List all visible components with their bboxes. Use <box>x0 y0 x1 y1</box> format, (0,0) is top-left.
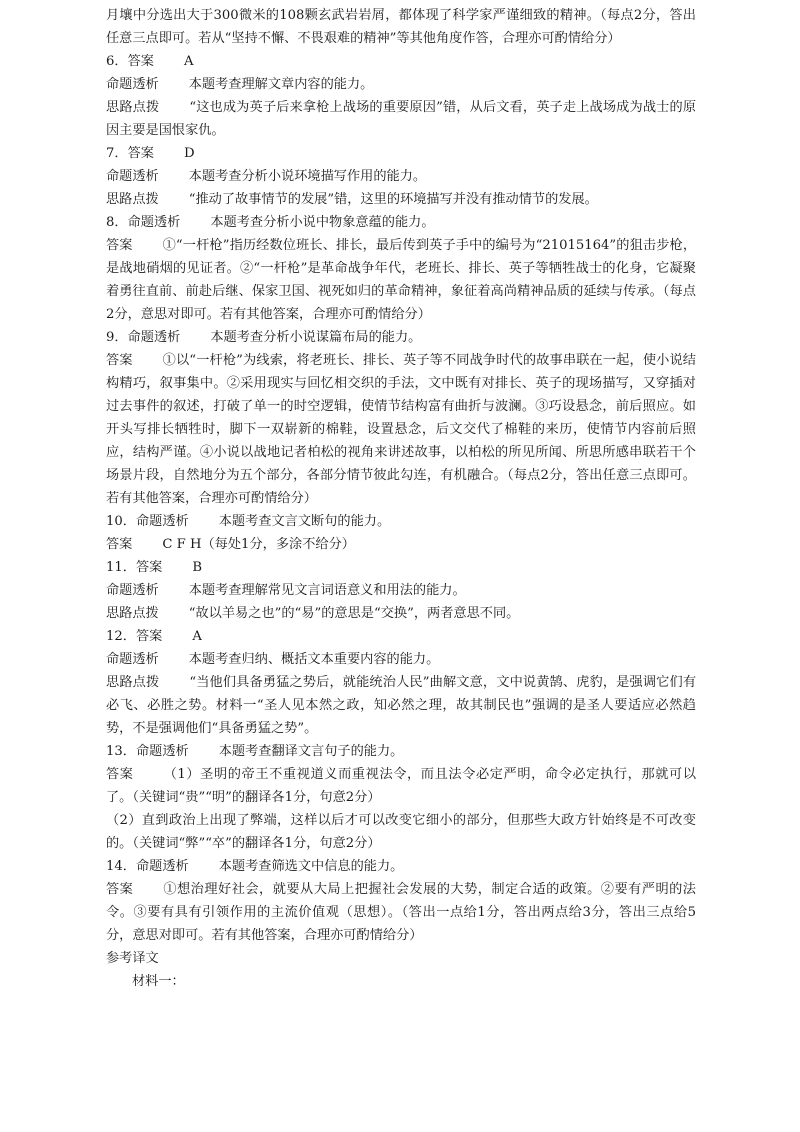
label: 7．答案 <box>106 146 154 161</box>
value: ①“一杆枪”指历经数位班长、排长，最后传到英子手中的编号为“21015164”的狙击步枪，是战地硝烟的见证者。②“一杆枪”是革命战争年代，老班长、排长、英子等牺牲战士的化身，它凝聚着勇往直前、前赴后继、保家卫国、视死如归的革命精神，象征着高尚精神品质的延续与传承。（每点2分，意思对即可。若有其他答案，合理亦可酌情给分） <box>106 238 697 322</box>
value: 本题考查理解常见文言词语意义和用法的能力。 <box>188 583 466 598</box>
q12-analysis <box>106 648 696 671</box>
label: 答案 <box>106 353 133 368</box>
q9-answer <box>106 349 696 510</box>
q13-analysis <box>106 740 696 763</box>
label: 思路点拨 <box>106 675 160 690</box>
value: （1）圣明的帝王不重视道义而重视法令，而且法令必定严明，命令必定执行，那就可以了。（关键词“贵”“明”的翻译各1分，句意2分） <box>106 767 697 805</box>
value: A <box>192 629 202 644</box>
q11-hint <box>106 602 696 625</box>
q10-analysis <box>106 510 696 533</box>
value: 本题考查翻译文言句子的能力。 <box>218 744 404 759</box>
label: 答案 <box>106 238 133 253</box>
label: 思路点拨 <box>106 100 160 115</box>
label: 答案 <box>106 537 133 552</box>
label: 命题透析 <box>106 169 159 184</box>
q6-answer <box>106 50 696 73</box>
q8-analysis <box>106 211 696 234</box>
material-one-heading: 材料一： <box>132 974 185 989</box>
q7-answer <box>106 142 696 165</box>
q12-answer <box>106 625 696 648</box>
reference-translation-heading: 参考译文 <box>106 951 159 966</box>
label: 6．答案 <box>106 54 154 69</box>
q13-answer-2: （2）直到政治上出现了弊端，这样以后才可以改变它细小的部分，但那些大政方针始终是不可改变的。（关键词“弊”“卒”的翻译各1分，句意2分） <box>106 813 696 851</box>
q8-answer <box>106 234 696 326</box>
label: 答案 <box>106 882 134 897</box>
q11-analysis <box>106 579 696 602</box>
label: 命题透析 <box>106 583 159 598</box>
label: 13．命题透析 <box>106 744 189 759</box>
value: ①想治理好社会，就要从大局上把握社会发展的大势，制定合适的政策。②要有严明的法令。③要有具有引领作用的主流价值观（思想）。（答出一点给1分，答出两点给3分，答出三点给5分，意思对即可。若有其他答案，合理亦可酌情给分） <box>106 882 696 943</box>
q13-answer <box>106 763 696 809</box>
answer-text-block <box>106 4 696 993</box>
value: “推动了故事情节的发展”错，这里的环境描写并没有推动情节的发展。 <box>188 192 598 207</box>
value: ①以“一杆枪”为线索，将老班长、排长、英子等不同战争时代的故事串联在一起，使小说结构精巧，叙事集中。②采用现实与回忆相交织的手法，文中既有对排长、英子的现场描写，又穿插对过去事件的叙述，打破了单一的时空逻辑，使情节结构富有曲折与波澜。③巧设悬念，前后照应。如开头写排长牺牲时，脚下一双崭新的棉鞋，设置悬念，后文交代了棉鞋的来历，使情节内容前后照应，结构严谨。④小说以战地记者柏松的视角来讲述故事，以柏松的所见所闻、所思所感串联若干个场景片段，自然地分为五个部分，各部分情节彼此勾连，有机融合。（每点2分，答出任意三点即可。若有其他答案，合理亦可酌情给分） <box>106 353 696 506</box>
label: 答案 <box>106 767 134 782</box>
value: “故以羊易之也”的“易”的意思是“交换”，两者意思不同。 <box>188 606 520 621</box>
value: 本题考查分析小说环境描写作用的能力。 <box>188 169 427 184</box>
label: 9．命题透析 <box>106 330 181 345</box>
label: 思路点拨 <box>106 606 159 621</box>
q11-answer <box>106 556 696 579</box>
value: 本题考查归纳、概括文本重要内容的能力。 <box>188 652 440 667</box>
label: 11．答案 <box>106 560 163 575</box>
q12-hint <box>106 671 696 740</box>
label: 10．命题透析 <box>106 514 189 529</box>
value: “这也成为英子后来拿枪上战场的重要原因”错，从后文看，英子走上战场成为战士的原因主要是国恨家仇。 <box>106 100 697 138</box>
q14-analysis <box>106 855 696 878</box>
label: 12．答案 <box>106 629 163 644</box>
label: 8．命题透析 <box>106 215 181 230</box>
q6-hint <box>106 96 696 142</box>
value: C F H（每处1分，多涂不给分） <box>162 537 355 552</box>
value: 本题考查分析小说谋篇布局的能力。 <box>210 330 422 345</box>
value: “当他们具备勇猛之势后，就能统治人民”曲解文意，文中说黄鹄、虎豹，是强调它们有必飞、必胜之势。材料一“圣人见本然之政，知必然之理，故其制民也”强调的是圣人要适应必然趋势，不是强调他们“具备勇猛之势”。 <box>106 675 697 736</box>
label: 命题透析 <box>106 77 159 92</box>
q7-hint <box>106 188 696 211</box>
value: 本题考查筛选文中信息的能力。 <box>218 859 404 874</box>
value: B <box>192 560 203 575</box>
value: 本题考查文言文断句的能力。 <box>218 514 391 529</box>
value: D <box>183 146 195 161</box>
label: 命题透析 <box>106 652 159 667</box>
value: 本题考查理解文章内容的能力。 <box>188 77 374 92</box>
q6-analysis <box>106 73 696 96</box>
paragraph-1: 月壤中分选出大于300微米的108颗玄武岩岩屑，都体现了科学家严谨细致的精神。（每点2分，答出任意三点即可。若从“坚持不懈、不畏艰难的精神”等其他角度作答，合理亦可酌情给分） <box>106 8 696 46</box>
value: A <box>183 54 194 69</box>
q14-answer <box>106 878 696 947</box>
label: 思路点拨 <box>106 192 159 207</box>
q10-answer <box>106 533 696 556</box>
q7-analysis <box>106 165 696 188</box>
value: 本题考查分析小说中物象意蕴的能力。 <box>210 215 435 230</box>
q9-analysis <box>106 326 696 349</box>
label: 14．命题透析 <box>106 859 189 874</box>
